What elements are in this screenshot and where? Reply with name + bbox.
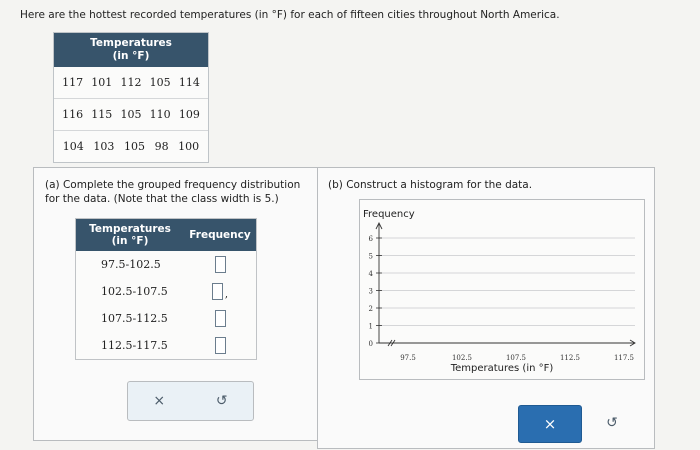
data-row	[54, 130, 208, 162]
frequency-input[interactable]	[212, 283, 223, 300]
y-tick-label: 4	[368, 270, 373, 278]
data-cell: 103	[93, 140, 115, 153]
data-cell: 115	[91, 108, 113, 121]
class-interval: 97.5-102.5	[101, 258, 161, 271]
data-cell: 100	[178, 140, 200, 153]
part-a-label: (a) Complete the grouped frequency distribution for the data. (Note that the class width is 5.)	[45, 179, 301, 205]
data-cell: 98	[154, 140, 169, 153]
grouped-frequency-table	[75, 218, 257, 360]
frequency-input[interactable]	[215, 310, 226, 327]
clear-button[interactable]: ×	[153, 393, 166, 409]
histogram-canvas[interactable]	[359, 199, 645, 380]
grouped-table-header	[76, 219, 256, 251]
y-tick-label: 0	[368, 340, 373, 348]
class-interval: 112.5-117.5	[101, 339, 168, 352]
grouped-col1-line1: Temperatures	[89, 223, 171, 235]
data-cell: 105	[120, 108, 142, 121]
data-row	[54, 98, 208, 130]
temperature-data-table	[53, 32, 209, 163]
data-header-line2: (in °F)	[112, 50, 150, 62]
y-tick-label: 1	[368, 322, 373, 331]
data-cell: 112	[120, 76, 142, 89]
part-b-button-group	[518, 405, 645, 443]
undo-button[interactable]: ↺	[215, 393, 228, 409]
part-b-label: (b) Construct a histogram for the data.	[328, 179, 533, 191]
intro-text: Here are the hottest recorded temperatures (in °F) for each of fifteen cities throughout North America.	[20, 9, 560, 21]
part-a-button-group	[127, 381, 254, 421]
histogram-svg[interactable]	[360, 200, 644, 379]
y-tick-label: 2	[368, 305, 373, 313]
y-axis-label: Frequency	[363, 209, 415, 220]
grouped-col2-header: Frequency	[189, 229, 251, 241]
x-tick-label: 112.5	[559, 354, 581, 362]
x-tick-label: 107.5	[505, 354, 527, 362]
frequency-cell	[184, 283, 256, 300]
data-cell: 110	[149, 108, 171, 121]
grouped-col1-line2: (in °F)	[111, 235, 149, 247]
data-cell: 109	[178, 108, 200, 121]
class-interval: 102.5-107.5	[101, 285, 168, 298]
frequency-cell	[184, 310, 256, 327]
comma-mark: ,	[224, 289, 229, 300]
data-cell: 105	[149, 76, 171, 89]
class-interval: 107.5-112.5	[101, 312, 168, 325]
data-row	[54, 67, 208, 98]
y-tick-label: 6	[368, 235, 373, 243]
grouped-row	[76, 305, 256, 332]
data-cell: 104	[62, 140, 84, 153]
histogram-clear-button[interactable]: ×	[518, 405, 582, 443]
frequency-input[interactable]	[215, 337, 226, 354]
grouped-row	[76, 251, 256, 278]
x-tick-label: 117.5	[613, 354, 635, 362]
data-cell: 101	[91, 76, 113, 89]
x-axis-label: Temperatures (in °F)	[450, 363, 554, 374]
x-tick-label: 102.5	[451, 354, 473, 362]
data-cell: 114	[178, 76, 200, 89]
data-cell: 117	[62, 76, 84, 89]
data-cell: 105	[123, 140, 145, 153]
y-tick-label: 3	[368, 287, 373, 296]
data-cell: 116	[62, 108, 84, 121]
data-header-line1: Temperatures	[90, 37, 172, 49]
frequency-input[interactable]	[215, 256, 226, 273]
data-table-header	[54, 33, 208, 67]
frequency-cell	[184, 256, 256, 273]
x-tick-label: 97.5	[400, 354, 416, 362]
frequency-cell	[184, 337, 256, 354]
grouped-row	[76, 278, 256, 305]
histogram-undo-button[interactable]: ↺	[606, 415, 618, 431]
grouped-row	[76, 332, 256, 359]
y-tick-label: 5	[368, 252, 373, 261]
